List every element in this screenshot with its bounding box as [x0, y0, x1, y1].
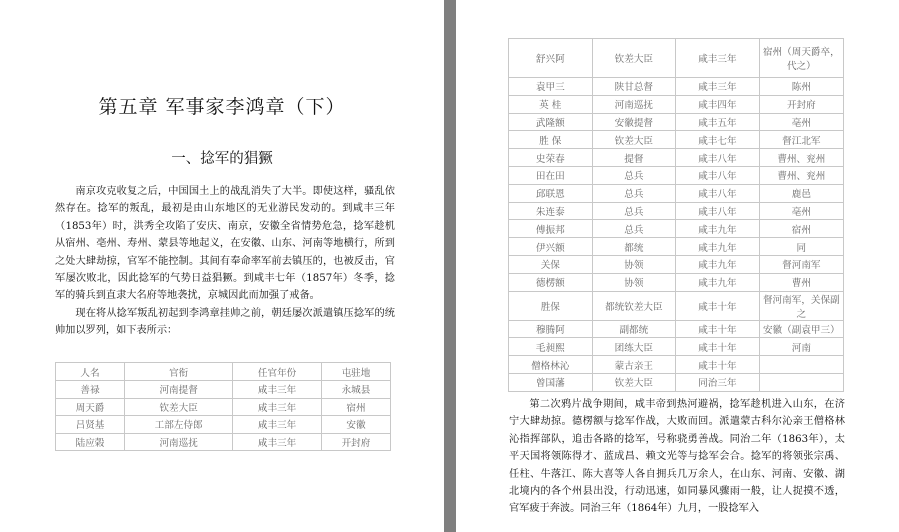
- table-cell: 协领: [592, 273, 676, 291]
- table-row: [509, 291, 844, 320]
- table-cell: 周天爵: [56, 398, 125, 416]
- table-row: [509, 78, 844, 96]
- header-cell: 任官年份: [233, 363, 322, 381]
- table-cell: 河南: [759, 338, 843, 356]
- table-row: [509, 320, 844, 338]
- table-cell: 提督: [592, 149, 676, 167]
- commanders-table-left: [55, 362, 391, 451]
- table-cell: 督河南军: [759, 255, 843, 273]
- right-body-text: [509, 396, 845, 518]
- table-cell: 咸丰三年: [233, 381, 322, 399]
- table-cell: [759, 373, 843, 391]
- table-body: [509, 39, 844, 392]
- table-cell: 善禄: [56, 381, 125, 399]
- table-cell: 河南巡抚: [125, 433, 233, 451]
- table-cell: 副都统: [592, 320, 676, 338]
- table-cell: 开封府: [321, 433, 390, 451]
- table-cell: 咸丰四年: [676, 95, 760, 113]
- table-cell: 咸丰五年: [676, 113, 760, 131]
- table-cell: 咸丰八年: [676, 184, 760, 202]
- table-cell: [759, 356, 843, 374]
- table-row: [56, 381, 391, 399]
- table-cell: 安徽: [321, 416, 390, 434]
- table-row: [509, 113, 844, 131]
- table-cell: 亳州: [759, 113, 843, 131]
- table-cell: 德楞额: [509, 273, 593, 291]
- table-cell: 蒙古亲王: [592, 356, 676, 374]
- table-cell: 僧格林沁: [509, 356, 593, 374]
- table-cell: 吕贤基: [56, 416, 125, 434]
- table-cell: 永城县: [321, 381, 390, 399]
- table-cell: 咸丰三年: [233, 433, 322, 451]
- table-cell: 总兵: [592, 202, 676, 220]
- table-cell: 咸丰七年: [676, 131, 760, 149]
- table-cell: 穆腾阿: [509, 320, 593, 338]
- table-cell: 总兵: [592, 220, 676, 238]
- table-cell: 宿州（周天爵卒，代之）: [759, 39, 843, 78]
- table-cell: 咸丰十年: [676, 320, 760, 338]
- table-cell: 宿州: [321, 398, 390, 416]
- table-cell: 同: [759, 238, 843, 256]
- table-cell: 邱联恩: [509, 184, 593, 202]
- table-cell: 安徽提督: [592, 113, 676, 131]
- table-row: [509, 131, 844, 149]
- table-cell: 咸丰三年: [233, 416, 322, 434]
- chapter-title: 第五章 军事家李鸿章（下）: [98, 96, 346, 118]
- table-cell: 亳州: [759, 202, 843, 220]
- table-row: [509, 184, 844, 202]
- table-cell: 咸丰十年: [676, 356, 760, 374]
- table-cell: 总兵: [592, 166, 676, 184]
- table-cell: 傅振邦: [509, 220, 593, 238]
- table-cell: 曹州、兖州: [759, 149, 843, 167]
- table-cell: 鹿邑: [759, 184, 843, 202]
- table-header-row: [56, 363, 391, 381]
- table-cell: 河南巡抚: [592, 95, 676, 113]
- commanders-table-right: [508, 38, 844, 392]
- table-row: [509, 255, 844, 273]
- paragraph: 南京攻克收复之后，中国国土上的战乱消失了大半。即使这样，骚乱依然存在。捻军的叛乱，最初是由山东地区的无业游民发动的。到咸丰三年（1853年）时，洪秀全攻陷了安庆、南京，安徽全省情势危急，捻军趁机从宿州、亳州、寿州、蒙县等地起义，在安徽、山东、河南等地横行，所到之处大肆劫掠，官军不能控制。其间有奉命率军前去镇压的，也被反击，官军屡次败北，因此捻军的气势日益猖獗。到咸丰七年（1857年）冬季，捻军的骑兵到直隶大名府等地袭扰，京城因此而加强了戒备。: [55, 186, 395, 302]
- table-cell: 舒兴阿: [509, 39, 593, 78]
- table-cell: 伊兴额: [509, 238, 593, 256]
- table-cell: 陆应榖: [56, 433, 125, 451]
- header-cell: 屯驻地: [321, 363, 390, 381]
- table-cell: 关保: [509, 255, 593, 273]
- table-cell: 都统: [592, 238, 676, 256]
- table-row: [56, 398, 391, 416]
- table-cell: 咸丰九年: [676, 273, 760, 291]
- table-cell: 工部左侍郎: [125, 416, 233, 434]
- table-cell: 钦差大臣: [592, 131, 676, 149]
- table-cell: 咸丰三年: [676, 78, 760, 96]
- table-cell: 咸丰三年: [233, 398, 322, 416]
- table-cell: 督江北军: [759, 131, 843, 149]
- table-cell: 毛昶熙: [509, 338, 593, 356]
- table-cell: 陕甘总督: [592, 78, 676, 96]
- table-cell: 胜保: [509, 291, 593, 320]
- table-cell: 陈州: [759, 78, 843, 96]
- table-cell: 河南提督: [125, 381, 233, 399]
- table-cell: 朱连泰: [509, 202, 593, 220]
- table-cell: 安徽（副袁甲三）: [759, 320, 843, 338]
- table-row: [509, 238, 844, 256]
- table-cell: 都统钦差大臣: [592, 291, 676, 320]
- table-cell: 督河南军，关保副之: [759, 291, 843, 320]
- table-cell: 曹州: [759, 273, 843, 291]
- table-cell: 曾国藩: [509, 373, 593, 391]
- table-cell: 宿州: [759, 220, 843, 238]
- table-cell: 袁甲三: [509, 78, 593, 96]
- table-cell: 胜 保: [509, 131, 593, 149]
- table-cell: 咸丰九年: [676, 238, 760, 256]
- table-row: [509, 149, 844, 167]
- table-row: [56, 416, 391, 434]
- table-cell: 咸丰九年: [676, 220, 760, 238]
- table-cell: 钦差大臣: [592, 373, 676, 391]
- left-body-text: [55, 183, 395, 340]
- section-title: 一、捻军的猖獗: [171, 151, 273, 167]
- table-cell: 咸丰三年: [676, 39, 760, 78]
- right-page: [456, 0, 899, 532]
- table-cell: 开封府: [759, 95, 843, 113]
- table-row: [509, 273, 844, 291]
- table-row: [509, 338, 844, 356]
- table-cell: 史荣春: [509, 149, 593, 167]
- table-cell: 田在田: [509, 166, 593, 184]
- table-cell: 团练大臣: [592, 338, 676, 356]
- header-cell: 官衔: [125, 363, 233, 381]
- table-cell: 咸丰八年: [676, 166, 760, 184]
- table-cell: 咸丰十年: [676, 338, 760, 356]
- table-cell: 同治三年: [676, 373, 760, 391]
- table-row: [509, 166, 844, 184]
- table-cell: 咸丰八年: [676, 149, 760, 167]
- table-row: [509, 202, 844, 220]
- table-cell: 钦差大臣: [592, 39, 676, 78]
- table-row: [509, 220, 844, 238]
- table-cell: 咸丰十年: [676, 291, 760, 320]
- table-cell: 曹州、兖州: [759, 166, 843, 184]
- table-cell: 咸丰八年: [676, 202, 760, 220]
- table-cell: 钦差大臣: [125, 398, 233, 416]
- table-cell: 咸丰九年: [676, 255, 760, 273]
- table-row: [509, 373, 844, 391]
- table-cell: 武隆额: [509, 113, 593, 131]
- table-row: [509, 95, 844, 113]
- paragraph: 现在将从捻军叛乱初起到李鸿章挂帅之前，朝廷屡次派遣镇压捻军的统帅加以罗列，如下表所示：: [55, 307, 395, 337]
- table-row: [509, 356, 844, 374]
- header-cell: 人名: [56, 363, 125, 381]
- table-cell: 总兵: [592, 184, 676, 202]
- table-cell: 英 桂: [509, 95, 593, 113]
- paragraph: 第二次鸦片战争期间，咸丰帝到热河避祸，捻军趁机进入山东，在济宁大肆劫掠。德楞额与捻军作战，大败而回。派遣蒙古科尔沁亲王僧格林沁指挥部队，追击各路的捻军，号称骁勇善战。同治二年（1863年），太平天国将领陈得才、蓝成昌、赖文光等与捻军会合。捻军的将领张宗禹、任柱、牛落江、陈大喜等人各自拥兵几万余人，在山东、河南、安徽、湖北境内的各个州县出没，行动迅速，如同暴风骤雨一般，让人捉摸不透，官军疲于奔波。同治三年（1864年）九月，一股捻军入: [509, 399, 845, 515]
- table-row: [509, 39, 844, 78]
- table-row: [56, 433, 391, 451]
- table-cell: 协领: [592, 255, 676, 273]
- left-page: [0, 0, 444, 532]
